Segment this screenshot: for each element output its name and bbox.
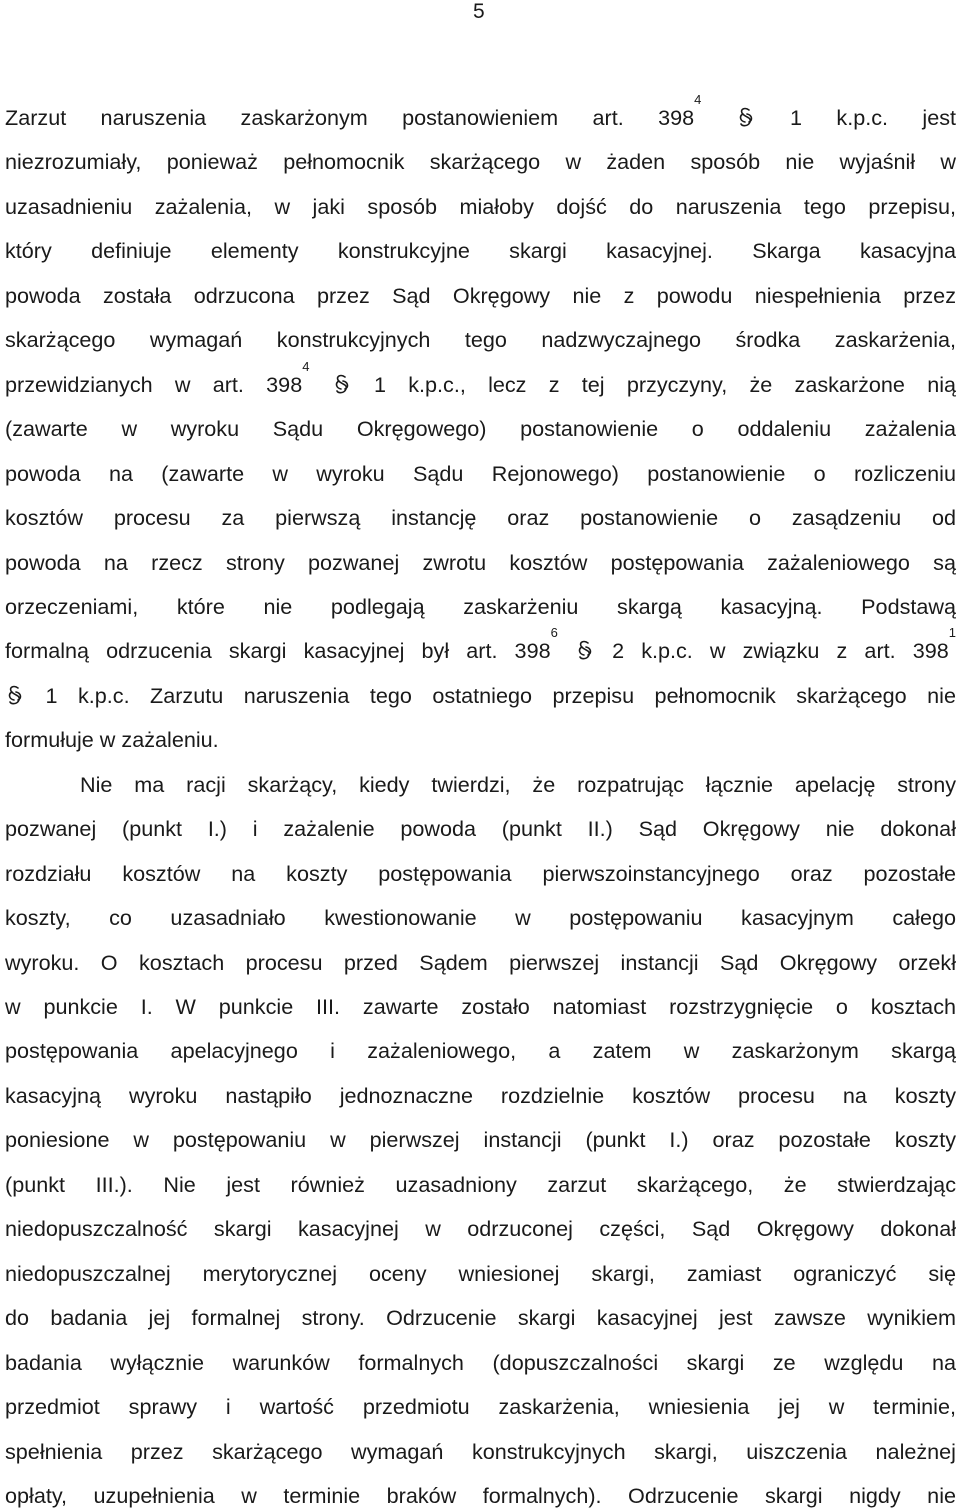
text-segment: formalną odrzucenia skargi kasacyjnej był art. 398	[5, 638, 551, 664]
text-line: koszty, co uzasadniało kwestionowanie w postępowaniu kasacyjnym całego	[5, 905, 956, 931]
superscript: 6	[550, 625, 558, 641]
text-line: pozwanej (punkt I.) i zażalenie powoda (punkt II.) Sąd Okręgowy nie dokonał	[5, 816, 956, 842]
text-line: powoda została odrzucona przez Sąd Okręgowy nie z powodu niespełnienia przez	[5, 282, 956, 308]
text-line	[5, 625, 957, 666]
text-line: postępowania apelacyjnego i zażaleniowego, a zatem w zaskarżonym skargą	[5, 1038, 956, 1064]
section-sign-icon	[332, 373, 352, 397]
text-line: niedopuszczalność skargi kasacyjnej w odrzuconej części, Sąd Okręgowy dokonał	[5, 1216, 956, 1242]
text-segment: 1 k.p.c. Zarzutu naruszenia tego ostatniego przepisu pełnomocnik skarżącego nie	[25, 682, 956, 708]
superscript: 1	[948, 625, 957, 641]
text-line: niezrozumiały, ponieważ pełnomocnik skarżącego w żaden sposób nie wyjaśnił w	[5, 149, 956, 175]
text-segment: przewidzianych w art. 398	[5, 371, 303, 397]
text-segment: 1 k.p.c. jest	[755, 105, 956, 130]
text-line: w punkcie I. W punkcie III. zawarte zostało natomiast rozstrzygnięcie o kosztach	[5, 994, 956, 1019]
section-sign-icon	[5, 684, 25, 708]
superscript: 4	[302, 358, 310, 374]
text-line	[5, 358, 957, 400]
text-line: Nie ma racji skarżący, kiedy twierdzi, że rozpatrując łącznie apelację strony	[80, 771, 956, 797]
text-line	[5, 681, 956, 711]
text-line: formułuje w zażaleniu.	[5, 727, 219, 753]
text-line: powoda na (zawarte w wyroku Sądu Rejonowego) postanowienie o rozliczeniu	[5, 460, 956, 486]
text-line: niedopuszczalnej merytorycznej oceny wniesionej skargi, zamiast ograniczyć się	[5, 1260, 956, 1286]
text-line: badania wyłącznie warunków formalnych (dopuszczalności skargi ze względu na	[5, 1349, 956, 1375]
text-line: orzeczeniami, które nie podlegają zaskarżeniu skargą kasacyjną. Podstawą	[5, 593, 956, 619]
section-sign-icon	[736, 106, 756, 130]
page-number: 5	[473, 0, 485, 23]
text-line: kosztów procesu za pierwszą instancję oraz postanowienie o zasądzeniu od	[5, 505, 956, 531]
text-line: opłaty, uzupełnienia w terminie braków formalnych). Odrzucenie skargi nigdy nie	[5, 1482, 956, 1508]
text-line: spełnienia przez skarżącego wymagań konstrukcyjnych skargi, uiszczenia należnej	[5, 1438, 956, 1464]
text-line: poniesione w postępowaniu w pierwszej instancji (punkt I.) oraz pozostałe koszty	[5, 1127, 956, 1153]
text-segment: 1 k.p.c., lecz z tej przyczyny, że zaskarżone nią	[351, 371, 957, 397]
text-segment: Zarzut naruszenia zaskarżonym postanowieniem art. 398	[5, 105, 695, 130]
text-line: (punkt III.). Nie jest również uzasadniony zarzut skarżącego, że stwierdzając	[5, 1171, 956, 1197]
text-segment: 2 k.p.c. w związku z art. 398	[594, 638, 949, 664]
text-line: przedmiot sprawy i wartość przedmiotu zaskarżenia, wniesienia jej w terminie,	[5, 1394, 956, 1420]
text-line: powoda na rzecz strony pozwanej zwrotu kosztów postępowania zażaleniowego są	[5, 549, 956, 575]
text-line: który definiuje elementy konstrukcyjne skargi kasacyjnej. Skarga kasacyjna	[5, 238, 956, 264]
text-line: kasacyjną wyroku nastąpiło jednoznaczne rozdzielnie kosztów procesu na koszty	[5, 1082, 956, 1108]
text-line: rozdziału kosztów na koszty postępowania pierwszoinstancyjnego oraz pozostałe	[5, 860, 956, 886]
superscript: 4	[694, 92, 702, 107]
text-line: wyroku. O kosztach procesu przed Sądem pierwszej instancji Sąd Okręgowy orzekł	[5, 949, 956, 975]
text-line: uzasadnieniu zażalenia, w jaki sposób miałoby dojść do naruszenia tego przepisu,	[5, 193, 956, 219]
text-line: skarżącego wymagań konstrukcyjnych tego nadzwyczajnego środka zaskarżenia,	[5, 327, 956, 353]
text-line: do badania jej formalnej strony. Odrzucenie skargi kasacyjnej jest zawsze wynikiem	[5, 1305, 956, 1331]
text-line: (zawarte w wyroku Sądu Okręgowego) postanowienie o oddaleniu zażalenia	[5, 416, 956, 442]
text-line	[5, 92, 956, 133]
section-sign-icon	[575, 639, 595, 663]
